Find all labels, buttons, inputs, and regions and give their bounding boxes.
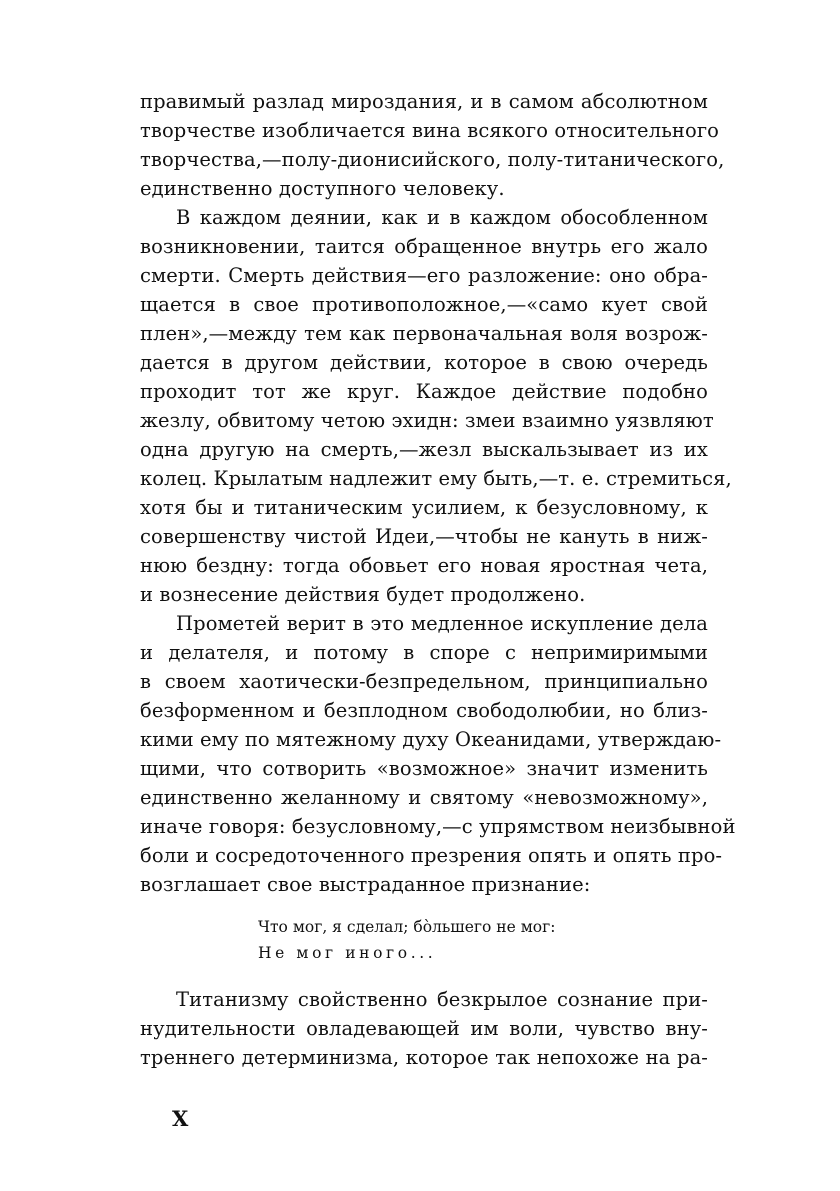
verse-line: Не мог иного... xyxy=(258,944,437,962)
text-line: дается в другом действии, которое в свою очередь xyxy=(140,351,708,374)
verse-line: Что мог, я сделал; бо̀льшего не мог: xyxy=(258,918,556,936)
text-line: щими, что сотворить «возможное» значит изменить xyxy=(140,757,708,780)
text-line: треннего детерминизма, которое так непохоже на ра- xyxy=(140,1046,708,1069)
text-line: Прометей верит в это медленное искупление дела xyxy=(176,612,708,635)
text-line: единственно желанному и святому «невозможному», xyxy=(140,786,708,809)
text-line: щается в свое противоположное,—«само кует свой xyxy=(140,293,708,316)
text-line: творчестве изобличается вина всякого относительного xyxy=(140,119,719,142)
text-line: хотя бы и титаническим усилием, к безусловному, к xyxy=(140,496,708,519)
page-number: X xyxy=(172,1106,189,1131)
text-line: боли и сосредоточенного презрения опять и опять про- xyxy=(140,844,723,867)
text-line: кими ему по мятежному духу Океанидами, утверждаю- xyxy=(140,728,722,751)
text-line: плен»,—между тем как первоначальная воля возрож- xyxy=(140,322,708,345)
text-line: проходит тот же круг. Каждое действие подобно xyxy=(140,380,708,403)
text-line: единственно доступного человеку. xyxy=(140,177,505,200)
text-line: возникновении, таится обращенное внутрь его жало xyxy=(140,235,708,258)
text-line: В каждом деянии, как и в каждом обособленном xyxy=(176,206,708,229)
text-line: правимый разлад мироздания, и в самом абсолютном xyxy=(140,90,708,113)
text-line: возглашает свое выстраданное признание: xyxy=(140,873,591,896)
text-line: творчества,—полу-дионисийского, полу-титанического, xyxy=(140,148,725,171)
text-line: смерти. Смерть действия—его разложение: оно обра- xyxy=(140,264,708,287)
text-line: и вознесение действия будет продолжено. xyxy=(140,583,586,606)
text-line: нудительности овладевающей им воли, чувство вну- xyxy=(140,1017,708,1040)
text-line: в своем хаотически-безпредельном, принципиально xyxy=(140,670,708,693)
text-line: совершенству чистой Идеи,—чтобы не кануть в ниж- xyxy=(140,525,708,548)
text-line: колец. Крылатым надлежит ему быть,—т. е. стремиться, xyxy=(140,467,732,490)
text-line: Титанизму свойственно безкрылое сознание при- xyxy=(176,988,708,1011)
text-line: нюю бездну: тогда обовьет его новая яростная чета, xyxy=(140,554,708,577)
text-line: одна другую на смерть,—жезл выскальзывает из их xyxy=(140,438,708,461)
text-line: жезлу, обвитому четою эхидн: змеи взаимно уязвляют xyxy=(140,409,714,432)
text-line: иначе говоря: безусловному,—с упрямством неизбывной xyxy=(140,815,736,838)
text-line: и делателя, и потому в споре с непримиримыми xyxy=(140,641,708,664)
text-line: безформенном и безплодном свободолюбии, но близ- xyxy=(140,699,708,722)
